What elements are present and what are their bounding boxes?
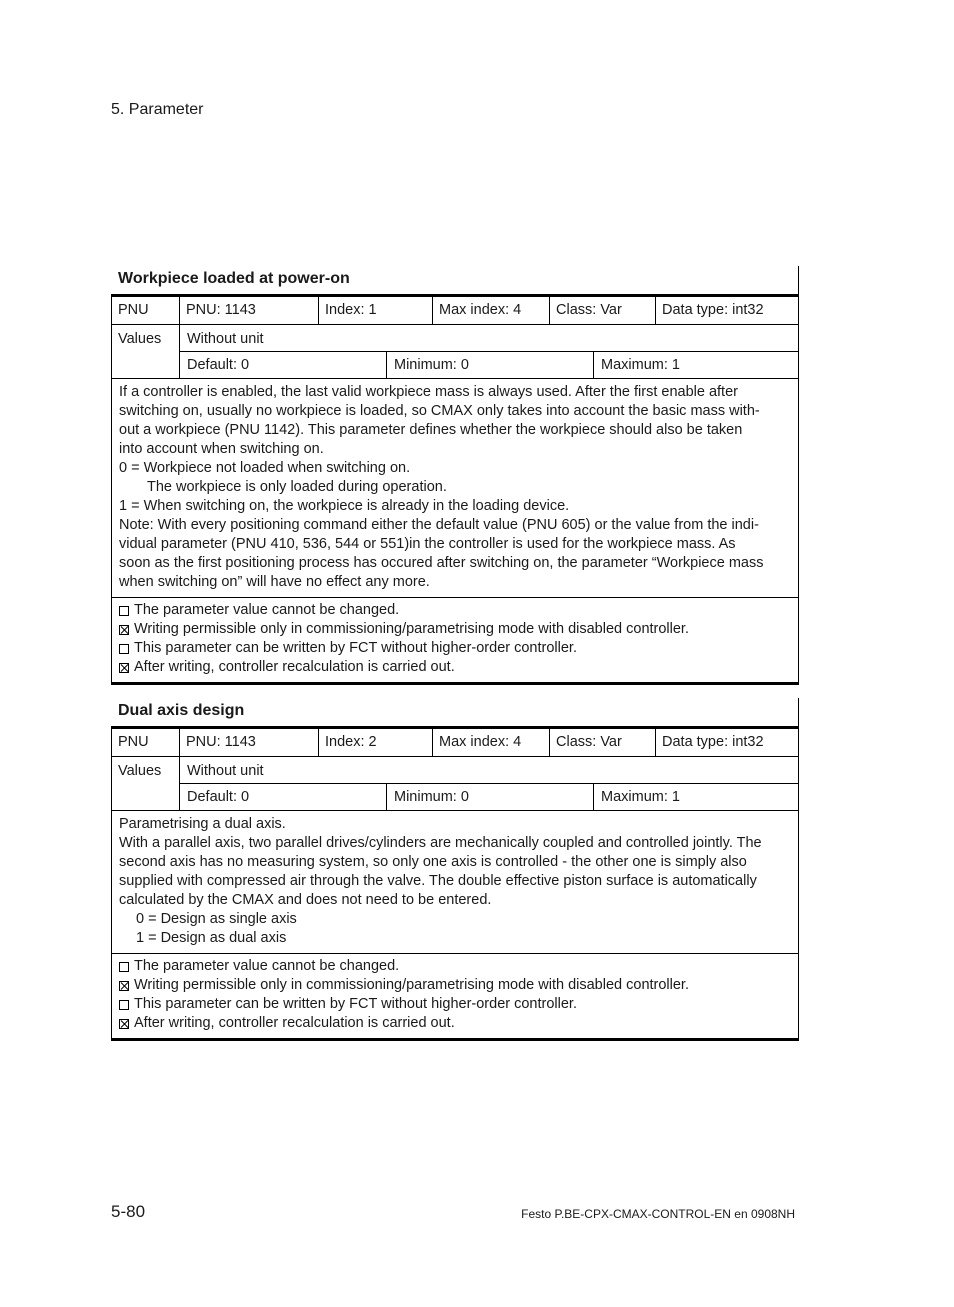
parameter-section-workpiece-loaded <box>111 266 799 685</box>
maximum-value: Maximum: 1 <box>601 789 680 805</box>
description-line: 0 = Design as single axis <box>136 911 297 927</box>
pnu-row <box>112 297 798 325</box>
parameter-table <box>111 294 799 685</box>
description-line: out a workpiece (PNU 1142). This parameter defines whether the workpiece should also be taken <box>119 422 743 438</box>
description-line: switching on, usually no workpiece is loaded, so CMAX only takes into account the basic mass with- <box>119 403 760 419</box>
description <box>112 379 798 598</box>
index-value: Index: 2 <box>319 729 433 756</box>
description-line: second axis has no measuring system, so only one axis is controlled - the other one is simply also <box>119 854 747 870</box>
unit-value: Without unit <box>180 757 798 784</box>
range-row <box>180 352 798 378</box>
section-title: Workpiece loaded at power-on <box>111 266 799 294</box>
unit-value: Without unit <box>180 325 798 352</box>
description-line: vidual parameter (PNU 410, 536, 544 or 551)in the controller is used for the workpiece mass. As <box>119 536 736 552</box>
description-line: 1 = Design as dual axis <box>136 930 287 946</box>
flag-text: This parameter can be written by FCT without higher-order controller. <box>134 996 577 1012</box>
checkbox-checked-icon <box>119 981 129 991</box>
flag-text: The parameter value cannot be changed. <box>134 958 400 974</box>
default-value: Default: 0 <box>180 784 387 810</box>
flag-item <box>119 658 791 677</box>
parameter-section-dual-axis <box>111 698 799 1041</box>
description <box>112 811 798 954</box>
flag-item <box>119 620 791 639</box>
values-block <box>112 325 798 379</box>
flag-text: Writing permissible only in commissioning/parametrising mode with disabled controller. <box>134 977 689 993</box>
flag-text: Writing permissible only in commissioning/parametrising mode with disabled controller. <box>134 621 689 637</box>
description-line: Note: With every positioning command either the default value (PNU 605) or the value from the indi- <box>119 517 759 533</box>
pnu-value: PNU: 1143 <box>180 297 319 324</box>
checkbox-empty-icon <box>119 962 129 972</box>
flag-item <box>119 957 791 976</box>
default-value: Default: 0 <box>180 352 387 378</box>
minimum-value: Minimum: 0 <box>387 352 594 378</box>
checkbox-checked-icon <box>119 1019 129 1029</box>
description-line: With a parallel axis, two parallel drives/cylinders are mechanically coupled and controlled jointly. The <box>119 835 762 851</box>
description-line: Parametrising a dual axis. <box>119 816 286 832</box>
pnu-label: PNU <box>112 729 180 756</box>
flag-text: The parameter value cannot be changed. <box>134 602 400 618</box>
description-line: when switching on” will have no effect any more. <box>119 574 430 590</box>
minimum-value: Minimum: 0 <box>387 784 594 810</box>
flag-item <box>119 995 791 1014</box>
pnu-row <box>112 729 798 757</box>
checkbox-checked-icon <box>119 625 129 635</box>
max-index-value: Max index: 4 <box>433 729 550 756</box>
description-line: soon as the first positioning process has occured after switching on, the parameter “Workpiece mass <box>119 555 764 571</box>
description-line: If a controller is enabled, the last valid workpiece mass is always used. After the first enable after <box>119 384 738 400</box>
access-flags <box>112 954 798 1038</box>
description-line: The workpiece is only loaded during operation. <box>147 479 447 495</box>
range-row <box>180 784 798 810</box>
pnu-value: PNU: 1143 <box>180 729 319 756</box>
document-reference: Festo P.BE-CPX-CMAX-CONTROL-EN en 0908NH <box>521 1207 795 1221</box>
class-value: Class: Var <box>550 297 656 324</box>
data-type-value: Data type: int32 <box>662 734 764 750</box>
checkbox-empty-icon <box>119 606 129 616</box>
flag-text: After writing, controller recalculation is carried out. <box>134 1015 455 1031</box>
description-line: supplied with compressed air through the valve. The double effective piston surface is automatically <box>119 873 757 889</box>
checkbox-checked-icon <box>119 663 129 673</box>
values-label: Values <box>112 325 180 378</box>
flag-item <box>119 639 791 658</box>
parameter-table <box>111 726 799 1041</box>
access-flags <box>112 598 798 682</box>
flag-item <box>119 976 791 995</box>
flag-text: This parameter can be written by FCT without higher-order controller. <box>134 640 577 656</box>
max-index-value: Max index: 4 <box>433 297 550 324</box>
description-line: 1 = When switching on, the workpiece is already in the loading device. <box>119 498 570 514</box>
flag-item <box>119 601 791 620</box>
data-type-value: Data type: int32 <box>662 302 764 318</box>
page-number: 5-80 <box>111 1202 146 1221</box>
description-line: calculated by the CMAX and does not need to be entered. <box>119 892 492 908</box>
index-value: Index: 1 <box>319 297 433 324</box>
pnu-label: PNU <box>112 297 180 324</box>
chapter-heading: 5. Parameter <box>111 101 204 118</box>
section-title: Dual axis design <box>111 698 799 726</box>
checkbox-empty-icon <box>119 644 129 654</box>
maximum-value: Maximum: 1 <box>601 357 680 373</box>
description-line: 0 = Workpiece not loaded when switching on. <box>119 460 411 476</box>
flag-item <box>119 1014 791 1033</box>
values-label: Values <box>112 757 180 810</box>
class-value: Class: Var <box>550 729 656 756</box>
flag-text: After writing, controller recalculation is carried out. <box>134 659 455 675</box>
description-line: into account when switching on. <box>119 441 324 457</box>
values-block <box>112 757 798 811</box>
checkbox-empty-icon <box>119 1000 129 1010</box>
